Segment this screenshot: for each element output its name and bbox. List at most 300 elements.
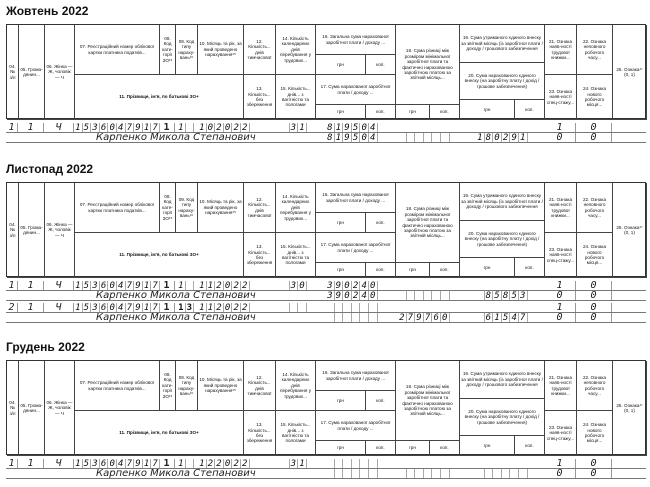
header-text: 20. Сума нарахованого єдиного внеску (на заробітну плату / дохід / грошове забезпечення) xyxy=(464,408,540,425)
header-text: 25. Ознака¹⁷ (0, 1) xyxy=(616,402,643,413)
char-cell: 1 xyxy=(143,123,152,132)
header-text: грн xyxy=(409,445,416,451)
header-text: 10. Місяць та рік, за який проведено нарахування¹⁵ xyxy=(199,377,242,394)
char-cell: 0 xyxy=(224,303,233,312)
char-cell: 2 xyxy=(232,281,241,290)
char-cell: 4 xyxy=(117,281,126,290)
column-header-h15 xyxy=(276,233,316,278)
header-text: 21. Ознака наяв-ності трудової книжки... xyxy=(548,374,573,396)
column-header-h23 xyxy=(545,75,577,120)
char-cell: 0 xyxy=(441,313,450,322)
gender: Ч xyxy=(44,123,74,132)
char-cell xyxy=(298,303,307,312)
char-cell: 4 xyxy=(117,459,126,468)
header-text: 14. Кількість календарних днів перебування у трудових... xyxy=(279,371,311,399)
column-header-h15 xyxy=(276,411,316,456)
header-text: 22. Ознака неповного робочого часу... xyxy=(582,374,607,396)
char-cell: 1 xyxy=(207,281,216,290)
column-header-h22 xyxy=(577,25,613,75)
header-text: 07. Реєстраційний номер облікової картки платника податків... xyxy=(79,202,155,213)
header-text: 04. № з/п xyxy=(9,63,16,80)
char-cells xyxy=(177,459,194,468)
header-text: 23. Ознака наяв-ності спец-стажу... xyxy=(546,424,575,441)
header-text: 21. Ознака наяв-ності трудової книжки... xyxy=(548,38,573,60)
char-cell: 2 xyxy=(241,303,250,312)
column-header-h14 xyxy=(276,25,316,75)
char-cell: 8 xyxy=(485,133,494,142)
char-cells xyxy=(398,469,450,478)
char-cells xyxy=(326,281,378,290)
char-cell xyxy=(369,459,378,468)
char-cell xyxy=(352,313,361,322)
char-cell: 2 xyxy=(215,123,224,132)
char-cell: 9 xyxy=(335,291,344,300)
char-cell: 8 xyxy=(326,123,335,132)
column-header-h05 xyxy=(19,361,45,456)
char-cell: 2 xyxy=(232,123,241,132)
char-cell xyxy=(281,303,290,312)
column-header-h14 xyxy=(276,183,316,233)
table-header xyxy=(6,182,646,277)
char-cells xyxy=(198,123,250,132)
header-text: 15. Кількість... днів... з вагітністю та пологами xyxy=(280,422,311,444)
header-text: 25. Ознака¹⁷ (0, 1) xyxy=(616,66,643,77)
column-header-kop xyxy=(515,258,545,278)
char-cell xyxy=(335,303,344,312)
char-cell: 5 xyxy=(83,303,92,312)
column-header-h24 xyxy=(577,233,613,278)
char-cell: 7 xyxy=(407,313,416,322)
table-row xyxy=(6,469,646,479)
column-header-h07 xyxy=(75,361,160,411)
char-cell xyxy=(186,281,195,290)
row-number: 1 xyxy=(6,123,18,132)
char-cell: 1 xyxy=(74,281,83,290)
char-cell: 0 xyxy=(343,291,352,300)
char-cell: 9 xyxy=(343,123,352,132)
citizen-code: 1 xyxy=(18,123,44,132)
char-cell xyxy=(493,469,502,478)
table-row xyxy=(6,133,646,143)
header-text: 22. Ознака неповного робочого часу... xyxy=(582,38,607,60)
column-header-h18 xyxy=(396,183,460,263)
char-cells xyxy=(198,303,250,312)
column-header-h20 xyxy=(460,399,545,436)
char-cell xyxy=(441,469,450,478)
header-text: 12. Кількість... днів тимчасової xyxy=(247,38,272,60)
header-text: 08. Код кате-горії ЗО¹⁵ xyxy=(162,371,173,399)
category-code: 1 xyxy=(159,123,175,132)
char-cell xyxy=(432,469,441,478)
column-header-h17 xyxy=(316,233,396,263)
column-header-kop xyxy=(515,436,545,456)
char-cell: 5 xyxy=(83,281,92,290)
char-cell: 5 xyxy=(510,291,519,300)
flag-24: 0 xyxy=(576,133,612,142)
char-cell xyxy=(360,313,369,322)
char-cell: 1 xyxy=(177,281,186,290)
char-cell xyxy=(519,469,528,478)
char-cell: 6 xyxy=(100,123,109,132)
char-cell: 6 xyxy=(100,459,109,468)
header-text: коп. xyxy=(376,445,385,451)
column-header-h14 xyxy=(276,361,316,411)
column-header-h06 xyxy=(45,25,75,120)
column-header-h19 xyxy=(460,361,545,399)
header-text: грн xyxy=(409,109,416,115)
column-header-h09 xyxy=(176,183,198,233)
char-cell: 5 xyxy=(83,459,92,468)
header-text: 05. Грома-дянин... xyxy=(20,66,43,77)
table-row xyxy=(6,291,646,301)
char-cells xyxy=(326,303,378,312)
char-cell: 0 xyxy=(108,281,117,290)
header-text: 15. Кількість... днів... з вагітністю та пологами xyxy=(280,86,311,108)
report-table xyxy=(6,24,646,154)
char-cell: 7 xyxy=(151,459,160,468)
header-text: 11. Прізвище, ім'я, по батькові ЗО+ xyxy=(119,252,199,258)
char-cell: 1 xyxy=(74,303,83,312)
header-text: коп. xyxy=(376,61,385,67)
column-header-kop xyxy=(430,441,460,456)
char-cell: 7 xyxy=(126,459,135,468)
header-text: коп. xyxy=(440,267,449,273)
header-text: 16. Загальна сума нарахованої заробітної плати / доходу ... xyxy=(322,370,389,381)
char-cell: 2 xyxy=(352,281,361,290)
char-cell: 2 xyxy=(241,459,250,468)
column-header-h05 xyxy=(19,25,45,120)
column-header-kop xyxy=(366,391,396,411)
flag-22: 0 xyxy=(576,281,612,290)
char-cell: 6 xyxy=(100,303,109,312)
gender: Ч xyxy=(44,281,74,290)
char-cell xyxy=(326,459,335,468)
column-header-h11 xyxy=(75,75,244,120)
column-header-h17 xyxy=(316,411,396,441)
char-cell: 1 xyxy=(143,281,152,290)
column-header-h11 xyxy=(75,411,244,456)
category-code: 1 xyxy=(159,459,175,468)
column-header-grn xyxy=(460,258,515,278)
char-cell: 2 xyxy=(502,133,511,142)
category-code: 1 xyxy=(159,303,175,312)
column-header-h21 xyxy=(545,183,577,233)
header-text: 21. Ознака наяв-ності трудової книжки... xyxy=(548,196,573,218)
char-cell xyxy=(343,459,352,468)
column-header-h24 xyxy=(577,411,613,456)
row-number: 1 xyxy=(6,459,18,468)
header-text: 20. Сума нарахованого єдиного внеску (на заробітну плату / дохід / грошове забезпечення) xyxy=(464,230,540,247)
char-cell xyxy=(476,469,485,478)
header-text: 24. Ознака нового робочого місця... xyxy=(582,422,607,444)
char-cell: 2 xyxy=(241,123,250,132)
char-cell xyxy=(398,133,407,142)
char-cell: 2 xyxy=(215,303,224,312)
header-text: коп. xyxy=(525,442,534,448)
char-cell: 9 xyxy=(134,281,143,290)
char-cell: 9 xyxy=(335,281,344,290)
char-cell xyxy=(432,133,441,142)
char-cells xyxy=(326,469,378,478)
char-cell xyxy=(352,469,361,478)
char-cell: 2 xyxy=(215,459,224,468)
column-header-grn xyxy=(396,441,430,456)
char-cells xyxy=(398,133,450,142)
char-cell: 1 xyxy=(519,133,528,142)
header-text: 13. Кількість... без збереження xyxy=(246,86,273,108)
char-cell: 7 xyxy=(151,123,160,132)
column-header-grn xyxy=(316,105,366,120)
char-cell: 3 xyxy=(519,291,528,300)
flag-23: 0 xyxy=(544,469,576,478)
char-cell: 0 xyxy=(207,123,216,132)
char-cells xyxy=(326,123,378,132)
header-text: 18. Сума різниці між розміром мінімальної заробітної плати та фактично нарахованою заробітною платою за звітний місяць... xyxy=(402,206,453,239)
flag-24: 0 xyxy=(576,313,612,322)
char-cell: 9 xyxy=(415,313,424,322)
column-header-h25 xyxy=(613,361,647,456)
char-cell xyxy=(360,469,369,478)
char-cell: 1 xyxy=(335,133,344,142)
char-cells xyxy=(476,313,528,322)
column-header-h12 xyxy=(244,183,276,233)
char-cell: 7 xyxy=(126,281,135,290)
citizen-code: 1 xyxy=(18,281,44,290)
char-cell xyxy=(281,123,290,132)
char-cell xyxy=(432,291,441,300)
row-number: 2 xyxy=(6,303,18,312)
header-text: 25. Ознака¹⁷ (0, 1) xyxy=(616,224,643,235)
char-cell xyxy=(369,469,378,478)
char-cell: 3 xyxy=(91,281,100,290)
column-header-h25 xyxy=(613,25,647,120)
flag-21: 1 xyxy=(544,459,576,468)
char-cell: 4 xyxy=(369,133,378,142)
column-header-h20 xyxy=(460,63,545,100)
header-text: 24. Ознака нового робочого місця... xyxy=(582,86,607,108)
header-text: грн xyxy=(409,267,416,273)
char-cell: 9 xyxy=(343,133,352,142)
table-header xyxy=(6,360,646,455)
header-text: грн xyxy=(337,397,344,403)
column-header-h22 xyxy=(577,183,613,233)
column-header-h19 xyxy=(460,25,545,63)
char-cell xyxy=(510,469,519,478)
char-cell: 1 xyxy=(493,313,502,322)
column-header-h10 xyxy=(198,25,244,75)
header-text: 17. Сума нарахованої заробітної плати / доходу ... xyxy=(320,242,391,253)
char-cell: 3 xyxy=(290,459,299,468)
char-cell xyxy=(424,291,433,300)
column-header-grn xyxy=(316,391,366,411)
char-cell: 7 xyxy=(126,123,135,132)
char-cell: 8 xyxy=(326,133,335,142)
header-text: грн xyxy=(483,264,491,270)
char-cell: 5 xyxy=(352,123,361,132)
char-cell: 8 xyxy=(502,291,511,300)
char-cell xyxy=(407,291,416,300)
header-text: 18. Сума різниці між розміром мінімальної заробітної плати та фактично нарахованою заробітною платою за звітний місяць... xyxy=(402,48,453,81)
column-header-kop xyxy=(366,441,396,456)
header-text: коп. xyxy=(525,106,534,112)
header-text: 14. Кількість календарних днів перебування у трудових... xyxy=(279,35,311,63)
char-cell xyxy=(343,469,352,478)
char-cell: 3 xyxy=(186,303,195,312)
flag-21: 1 xyxy=(544,303,576,312)
char-cell xyxy=(398,291,407,300)
column-header-grn xyxy=(396,263,430,278)
char-cell xyxy=(424,469,433,478)
char-cell xyxy=(352,303,361,312)
header-text: 22. Ознака неповного робочого часу... xyxy=(582,196,607,218)
flag-24: 0 xyxy=(576,469,612,478)
header-text: 12. Кількість... днів тимчасової xyxy=(247,196,272,218)
char-cell: 1 xyxy=(74,123,83,132)
column-header-grn xyxy=(316,263,366,278)
char-cell: 1 xyxy=(198,303,207,312)
header-text: 05. Грома-дянин... xyxy=(20,224,43,235)
column-header-h08 xyxy=(160,25,176,75)
char-cell: 1 xyxy=(298,459,307,468)
char-cell: 6 xyxy=(100,281,109,290)
char-cell: 1 xyxy=(177,459,186,468)
column-header-h08 xyxy=(160,183,176,233)
char-cell: 0 xyxy=(298,281,307,290)
header-text: 16. Загальна сума нарахованої заробітної плати / доходу ... xyxy=(322,34,389,45)
char-cell: 1 xyxy=(298,123,307,132)
char-cell: 4 xyxy=(117,303,126,312)
header-text: 04. № з/п xyxy=(9,399,16,416)
char-cell xyxy=(398,469,407,478)
column-header-h04 xyxy=(7,361,19,456)
header-text: 08. Код кате-горії ЗО¹⁵ xyxy=(162,193,173,221)
header-text: 23. Ознака наяв-ності спец-стажу... xyxy=(546,246,575,263)
char-cell: 4 xyxy=(360,281,369,290)
char-cell xyxy=(335,313,344,322)
header-text: коп. xyxy=(376,267,385,273)
header-text: коп. xyxy=(440,445,449,451)
column-header-h21 xyxy=(545,361,577,411)
column-header-h18 xyxy=(396,361,460,441)
header-text: 09. Код типу нараху-вань¹⁶ xyxy=(178,196,195,218)
char-cell: 3 xyxy=(326,281,335,290)
char-cell: 1 xyxy=(74,459,83,468)
header-text: 13. Кількість... без збереження xyxy=(246,422,273,444)
header-text: 17. Сума нарахованої заробітної плати / доходу ... xyxy=(320,420,391,431)
char-cell xyxy=(326,303,335,312)
column-header-grn xyxy=(460,100,515,120)
char-cells xyxy=(281,303,307,312)
char-cell: 1 xyxy=(198,281,207,290)
table-row xyxy=(6,313,646,323)
char-cell: 0 xyxy=(224,123,233,132)
column-header-h08 xyxy=(160,361,176,411)
report-table xyxy=(6,182,646,332)
char-cells xyxy=(177,123,194,132)
header-text: 04. № з/п xyxy=(9,221,16,238)
header-text: грн xyxy=(483,106,491,112)
char-cells xyxy=(476,469,528,478)
char-cell: 7 xyxy=(151,303,160,312)
flag-22: 0 xyxy=(576,303,612,312)
header-text: коп. xyxy=(376,219,385,225)
char-cell: 3 xyxy=(91,459,100,468)
char-cell: 3 xyxy=(290,281,299,290)
header-text: 17. Сума нарахованої заробітної плати / доходу ... xyxy=(320,84,391,95)
header-text: грн xyxy=(337,61,344,67)
char-cells xyxy=(476,133,528,142)
char-cell: 1 xyxy=(177,303,186,312)
header-text: 12. Кількість... днів тимчасової xyxy=(247,374,272,396)
column-header-grn xyxy=(316,441,366,456)
char-cell: 7 xyxy=(151,281,160,290)
column-header-h16 xyxy=(316,183,396,213)
flag-22: 0 xyxy=(576,123,612,132)
char-cell xyxy=(424,133,433,142)
section-title: Жовтень 2022 xyxy=(6,4,89,18)
char-cell: 3 xyxy=(91,123,100,132)
char-cell xyxy=(476,291,485,300)
column-header-h25 xyxy=(613,183,647,278)
report-table xyxy=(6,360,646,485)
char-cells xyxy=(476,291,528,300)
header-text: 09. Код типу нараху-вань¹⁶ xyxy=(178,38,195,60)
column-header-h16 xyxy=(316,361,396,391)
char-cell: 1 xyxy=(177,123,186,132)
flag-23: 0 xyxy=(544,133,576,142)
char-cell: 3 xyxy=(290,123,299,132)
column-header-h12 xyxy=(244,25,276,75)
column-header-kop xyxy=(366,105,396,120)
header-text: 06. Жінка — Ж, чоловік — Ч xyxy=(46,399,73,416)
char-cell: 4 xyxy=(360,291,369,300)
char-cell: 6 xyxy=(485,313,494,322)
char-cell xyxy=(335,469,344,478)
char-cells xyxy=(326,313,378,322)
char-cell: 2 xyxy=(398,313,407,322)
char-cell xyxy=(407,133,416,142)
flag-21: 1 xyxy=(544,123,576,132)
column-header-h13 xyxy=(244,75,276,120)
header-text: грн xyxy=(337,109,344,115)
column-header-h21 xyxy=(545,25,577,75)
char-cell: 1 xyxy=(207,303,216,312)
header-text: 24. Ознака нового робочого місця... xyxy=(582,244,607,266)
char-cell xyxy=(343,303,352,312)
column-header-h04 xyxy=(7,25,19,120)
char-cell xyxy=(502,469,511,478)
char-cell: 1 xyxy=(476,133,485,142)
header-text: 15. Кількість... днів... з вагітністю та пологами xyxy=(280,244,311,266)
char-cell xyxy=(281,281,290,290)
column-header-h09 xyxy=(176,361,198,411)
column-header-grn xyxy=(316,213,366,233)
header-text: 19. Сума утриманого єдиного внеску за звітний місяць (із заробітної плати / доходу / грошового забезпечення xyxy=(461,35,543,52)
char-cell: 8 xyxy=(485,291,494,300)
char-cell: 2 xyxy=(232,459,241,468)
char-cell: 5 xyxy=(83,123,92,132)
column-header-kop xyxy=(430,105,460,120)
char-cell xyxy=(485,469,494,478)
header-text: 06. Жінка — Ж, чоловік — Ч xyxy=(46,63,73,80)
char-cell: 0 xyxy=(224,281,233,290)
header-text: 11. Прізвище, ім'я, по батькові ЗО+ xyxy=(119,430,199,436)
char-cell: 1 xyxy=(198,123,207,132)
char-cell: 0 xyxy=(108,303,117,312)
header-text: 20. Сума нарахованого єдиного внеску (на заробітну плату / дохід / грошове забезпечення) xyxy=(464,72,540,89)
column-header-grn xyxy=(396,105,430,120)
char-cell: 9 xyxy=(134,303,143,312)
